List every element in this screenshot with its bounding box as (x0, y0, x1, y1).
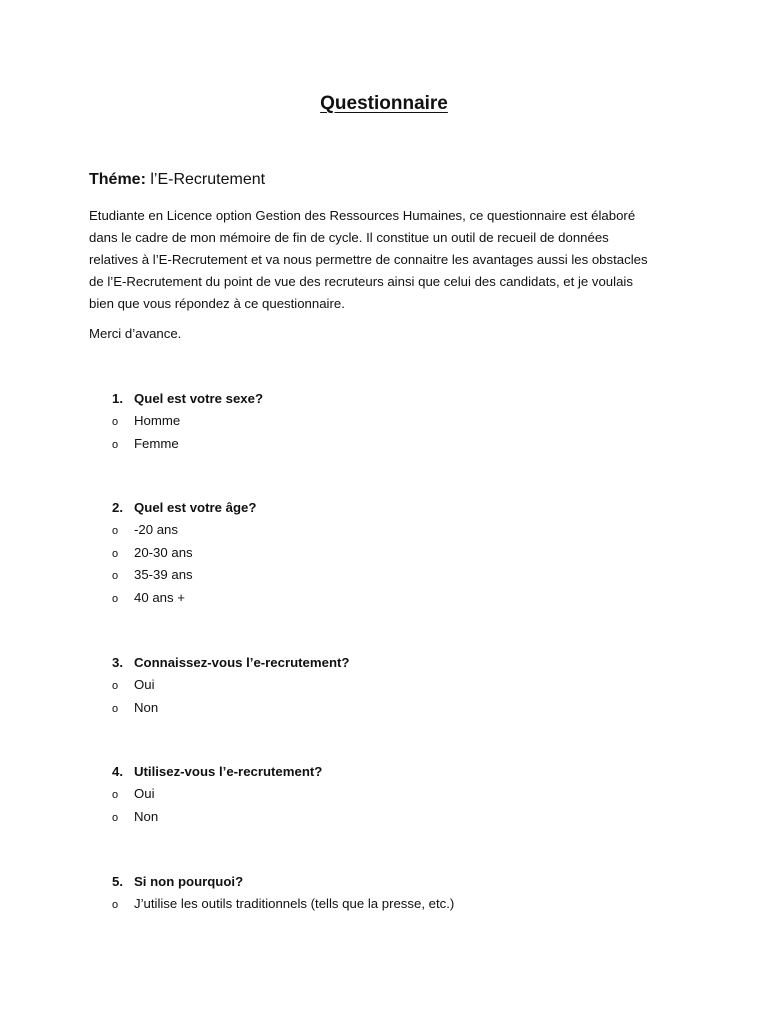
intro-line: bien que vous répondez à ce questionnaire. (89, 296, 345, 311)
option-item[interactable] (0, 677, 768, 700)
radio-circle-icon: o (112, 680, 119, 692)
theme-value: l’E-Recrutement (145, 171, 266, 188)
option-item[interactable] (0, 590, 768, 613)
option-item[interactable] (0, 896, 768, 919)
question-header (0, 874, 768, 896)
option-item[interactable] (0, 786, 768, 809)
option-label: 40 ans + (134, 589, 185, 605)
radio-circle-icon: o (112, 525, 119, 537)
question-number: 2. (112, 500, 123, 515)
intro-line: dans le cadre de mon mémoire de fin de cycle. Il constitue un outil de recueil de données (89, 230, 609, 245)
option-label: J’utilise les outils traditionnels (tells que la presse, etc.) (134, 896, 455, 911)
option-label: Femme (134, 435, 179, 451)
option-item[interactable] (0, 809, 768, 832)
question-header (0, 391, 768, 413)
intro-line: de l’E-Recrutement du point de vue des recruteurs ainsi que celui des candidats, et je voulais (89, 274, 633, 289)
question-number: 4. (112, 764, 123, 779)
option-label: 20-30 ans (134, 544, 193, 560)
option-item[interactable] (0, 545, 768, 568)
option-item[interactable] (0, 700, 768, 723)
question-number: 3. (112, 655, 123, 670)
question-1 (0, 391, 768, 458)
question-text: Quel est votre âge? (134, 500, 257, 515)
intro-line: relatives à l’E-Recrutement et va nous permettre de connaitre les avantages aussi les obstacles (89, 252, 648, 267)
question-5 (0, 874, 768, 919)
radio-circle-icon: o (112, 592, 119, 605)
question-text: Si non pourquoi? (134, 874, 244, 889)
theme-label: Théme: (89, 171, 146, 188)
thanks-text: Merci d’avance. (89, 326, 182, 341)
question-text: Quel est votre sexe? (134, 391, 264, 406)
option-label: Oui (134, 786, 155, 801)
radio-circle-icon: o (112, 811, 119, 824)
question-header (0, 500, 768, 522)
radio-circle-icon: o (112, 570, 119, 582)
question-number: 1. (112, 391, 123, 406)
option-label: Non (134, 699, 159, 715)
option-label: Non (134, 808, 159, 824)
option-item[interactable] (0, 413, 768, 436)
theme-line (89, 171, 265, 189)
question-number: 5. (112, 874, 123, 889)
option-label: 35-39 ans (134, 567, 193, 582)
option-label: -20 ans (134, 522, 178, 537)
intro-paragraph (89, 205, 679, 315)
question-3 (0, 655, 768, 722)
radio-circle-icon: o (112, 438, 119, 451)
radio-circle-icon: o (112, 702, 119, 715)
option-item[interactable] (0, 567, 768, 590)
option-label: Oui (134, 677, 155, 692)
page-title: Questionnaire (320, 93, 448, 114)
radio-circle-icon: o (112, 789, 119, 801)
option-label: Homme (134, 413, 181, 428)
radio-circle-icon: o (112, 899, 119, 911)
option-item[interactable] (0, 522, 768, 545)
question-text: Utilisez-vous l’e-recrutement? (134, 764, 323, 779)
option-item[interactable] (0, 436, 768, 459)
question-text: Connaissez-vous l’e-recrutement? (134, 655, 350, 670)
question-header (0, 764, 768, 786)
intro-line: Etudiante en Licence option Gestion des Ressources Humaines, ce questionnaire est élaboré (89, 208, 636, 223)
radio-circle-icon: o (112, 416, 119, 428)
question-4 (0, 764, 768, 831)
question-header (0, 655, 768, 677)
radio-circle-icon: o (112, 547, 119, 560)
question-2 (0, 500, 768, 612)
